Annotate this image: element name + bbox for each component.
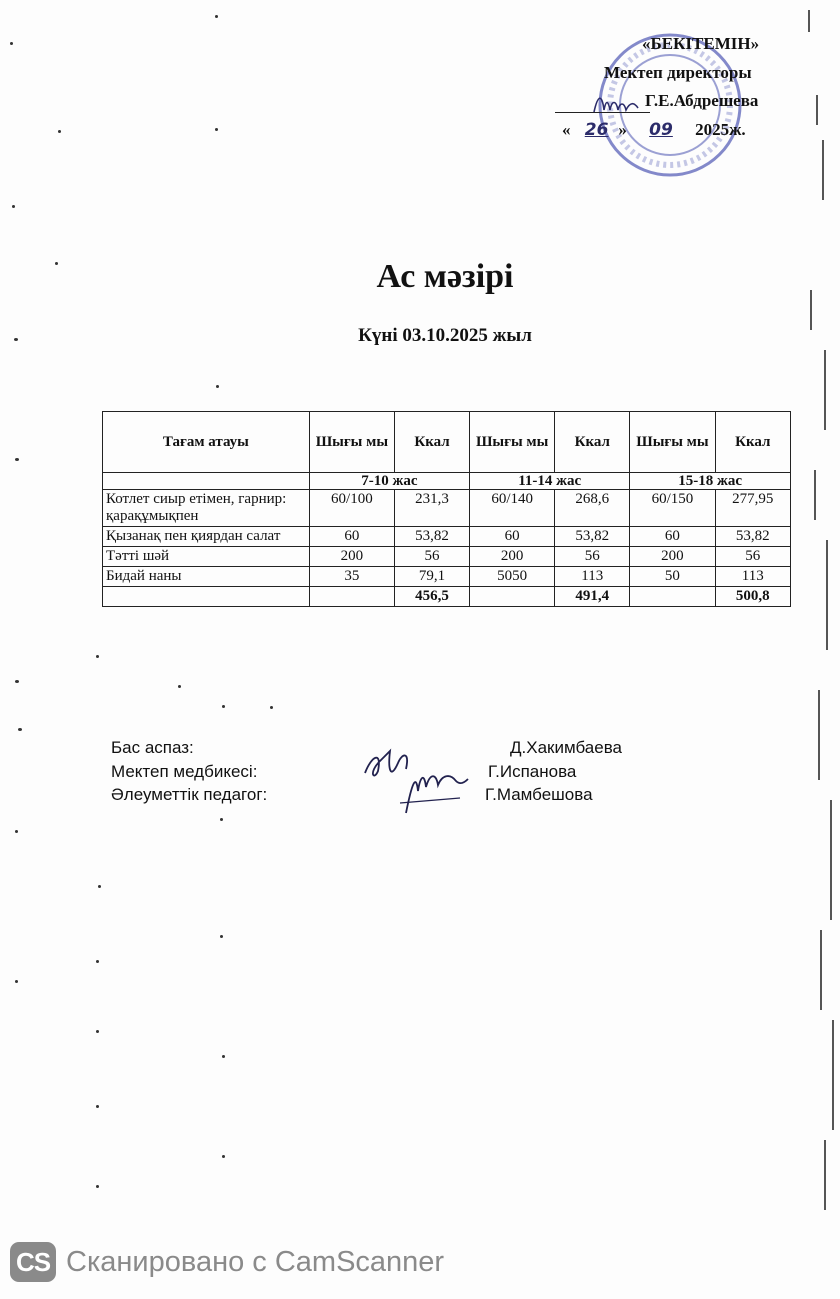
header-portion: Шығы мы — [630, 412, 715, 473]
kcal-cell: 53,82 — [555, 527, 630, 547]
page-title: Ас мәзірі — [376, 258, 514, 295]
total-kcal: 500,8 — [715, 587, 791, 607]
kcal-cell: 53,82 — [394, 527, 469, 547]
staff-role: Бас аспаз: — [111, 738, 194, 757]
dish-name: Қызанақ пен қиярдан салат — [103, 527, 310, 547]
staff-name: Г.Мамбешова — [485, 785, 593, 804]
portion-cell: 60/140 — [470, 490, 555, 527]
approval-position: Мектеп директоры — [604, 63, 752, 82]
header-portion: Шығы мы — [309, 412, 394, 473]
portion-cell: 60/100 — [309, 490, 394, 527]
approval-block — [540, 30, 790, 170]
header-kcal: Ккал — [715, 412, 791, 473]
handwritten-signatures — [360, 743, 470, 818]
kcal-cell: 268,6 — [555, 490, 630, 527]
camscanner-text: Сканировано с CamScanner — [66, 1245, 445, 1278]
staff-role: Әлеуметтік педагог: — [111, 785, 268, 804]
dish-name: Тәтті шәй — [103, 547, 310, 567]
kcal-cell: 231,3 — [394, 490, 469, 527]
portion-cell: 50 — [630, 567, 715, 587]
kcal-cell: 79,1 — [394, 567, 469, 587]
dish-name: Бидай наны — [103, 567, 310, 587]
staff-role: Мектеп медбикесі: — [111, 762, 258, 781]
age-group: 11-14 жас — [470, 473, 630, 490]
header-dish-name: Тағам атауы — [103, 412, 310, 473]
kcal-cell: 56 — [715, 547, 791, 567]
approval-day: 26 — [584, 120, 609, 140]
kcal-cell: 113 — [555, 567, 630, 587]
dish-name: Котлет сиыр етімен, гарнир: қарақұмықпен — [103, 490, 310, 527]
portion-cell: 60/150 — [630, 490, 715, 527]
header-kcal: Ккал — [394, 412, 469, 473]
portion-cell: 200 — [470, 547, 555, 567]
portion-cell: 5050 — [470, 567, 555, 587]
age-group: 7-10 жас — [309, 473, 469, 490]
table-header-row — [103, 412, 791, 473]
menu-date: Күні 03.10.2025 жыл — [358, 325, 532, 346]
portion-cell: 60 — [309, 527, 394, 547]
kcal-cell: 113 — [715, 567, 791, 587]
menu-table — [102, 411, 791, 607]
portion-cell: 60 — [630, 527, 715, 547]
kcal-cell: 277,95 — [715, 490, 791, 527]
approval-month: 09 — [649, 120, 673, 140]
kcal-cell: 53,82 — [715, 527, 791, 547]
age-group-row — [103, 473, 791, 490]
age-group: 15-18 жас — [630, 473, 791, 490]
approval-date: « 26 » 09 2025ж. — [562, 120, 746, 140]
staff-name: Г.Испанова — [488, 762, 577, 781]
portion-cell: 60 — [470, 527, 555, 547]
scan-edge-noise — [780, 0, 840, 1230]
approval-heading: «БЕКІТЕМІН» — [642, 34, 760, 53]
approval-name: Г.Е.Абдрешева — [645, 91, 759, 110]
total-kcal: 491,4 — [555, 587, 630, 607]
kcal-cell: 56 — [555, 547, 630, 567]
portion-cell: 200 — [309, 547, 394, 567]
total-kcal: 456,5 — [394, 587, 469, 607]
portion-cell: 35 — [309, 567, 394, 587]
director-signature — [592, 90, 652, 118]
table-row — [103, 547, 791, 567]
kcal-cell: 56 — [394, 547, 469, 567]
totals-row — [103, 587, 791, 607]
table-row — [103, 567, 791, 587]
portion-cell: 200 — [630, 547, 715, 567]
table-row — [103, 527, 791, 547]
header-portion: Шығы мы — [470, 412, 555, 473]
header-kcal: Ккал — [555, 412, 630, 473]
approval-year: 2025ж. — [695, 120, 746, 139]
camscanner-logo: CS — [10, 1242, 56, 1282]
staff-name: Д.Хакимбаева — [510, 738, 623, 757]
table-row — [103, 490, 791, 527]
camscanner-watermark — [10, 1242, 444, 1282]
